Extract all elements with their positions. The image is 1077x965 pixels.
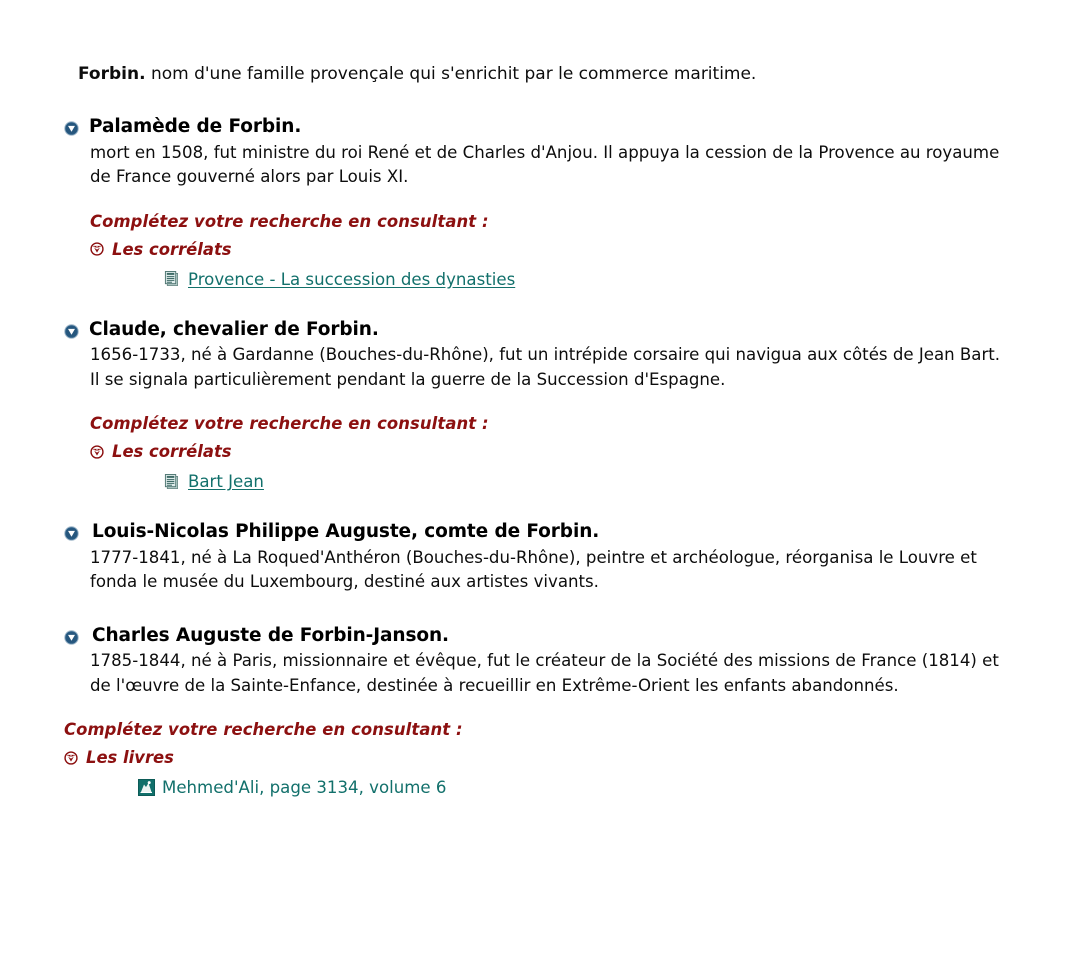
- circle-triangle-down-icon[interactable]: [64, 324, 79, 339]
- circle-triangle-down-icon[interactable]: [64, 630, 79, 645]
- lead-definition: [78, 62, 1077, 86]
- related-link-row[interactable]: [164, 270, 1077, 289]
- consult-block: [90, 212, 1077, 289]
- entry-heading: [64, 626, 1077, 647]
- article-document-icon[interactable]: [164, 474, 179, 490]
- consult-title: Complétez votre recherche en consultant :: [90, 211, 489, 231]
- entry-charles-auguste-de-forbin-janson: [0, 626, 1077, 699]
- related-link-row[interactable]: [164, 472, 1077, 491]
- entry-claude-chevalier-de-forbin: [0, 320, 1077, 492]
- entry-body: mort en 1508, fut ministre du roi René et de Charles d'Anjou. Il appuya la cession de la Provence au royaume de France gouverné alors par Louis XI.: [90, 142, 1000, 187]
- triangle-badge-icon[interactable]: [64, 751, 78, 765]
- headword: Forbin.: [78, 64, 146, 84]
- entry-body: 1656-1733, né à Gardanne (Bouches-du-Rhône), fut un intrépide corsaire qui navigua aux côtés de Jean Bart. Il se signala particulièrement pendant la guerre de la Succession d'Espagne.: [90, 345, 1001, 389]
- entry-title: Louis-Nicolas Philippe Auguste, comte de Forbin.: [92, 521, 600, 543]
- consult-block: [90, 414, 1077, 491]
- entry-title: Charles Auguste de Forbin-Janson.: [92, 624, 449, 646]
- entry-palamede-de-forbin: [0, 117, 1077, 289]
- consult-sub-label: Les corrélats: [112, 239, 232, 259]
- triangle-badge-icon[interactable]: [90, 242, 104, 256]
- consult-title: Complétez votre recherche en consultant :: [64, 720, 463, 740]
- circle-triangle-down-icon[interactable]: [64, 121, 79, 136]
- article-document-icon[interactable]: [164, 271, 179, 287]
- entry-heading: [64, 320, 1077, 341]
- consult-subheading: [90, 442, 1077, 461]
- entry-heading: [64, 117, 1077, 138]
- consult-title: Complétez votre recherche en consultant :: [90, 414, 489, 434]
- circle-triangle-down-icon[interactable]: [64, 526, 79, 541]
- related-link[interactable]: Provence - La succession des dynasties: [188, 269, 516, 289]
- entry-body: 1785-1844, né à Paris, missionnaire et évêque, fut le créateur de la Société des missions de France (1814) et de l'œuvre de la Sainte-Enfance, destinée à recueillir en Extrême-Orient les enfants abandonnés.: [90, 651, 999, 695]
- entry-title: Claude, chevalier de Forbin.: [89, 318, 379, 340]
- footer-consult-block: [64, 720, 1077, 797]
- consult-sub-label: Les livres: [86, 748, 174, 768]
- entry-heading: [64, 522, 1077, 543]
- related-link[interactable]: Bart Jean: [188, 472, 264, 492]
- entry-title: Palamède de Forbin.: [89, 116, 302, 138]
- entry-louis-nicolas-philippe-auguste: [0, 522, 1077, 595]
- triangle-badge-icon[interactable]: [90, 445, 104, 459]
- consult-sub-label: Les corrélats: [112, 442, 232, 462]
- book-link-row[interactable]: [138, 778, 1077, 797]
- consult-subheading: [64, 748, 1077, 767]
- book-link[interactable]: Mehmed'Ali, page 3134, volume 6: [162, 778, 447, 798]
- entry-body: 1777-1841, né à La Roqued'Anthéron (Bouches-du-Rhône), peintre et archéologue, réorganisa le Louvre et fonda le musée du Luxembourg, destiné aux artistes vivants.: [90, 547, 977, 592]
- consult-subheading: [90, 240, 1077, 259]
- picture-thumbnail-icon[interactable]: [138, 779, 155, 796]
- lead-definition-text: nom d'une famille provençale qui s'enrichit par le commerce maritime.: [150, 64, 757, 84]
